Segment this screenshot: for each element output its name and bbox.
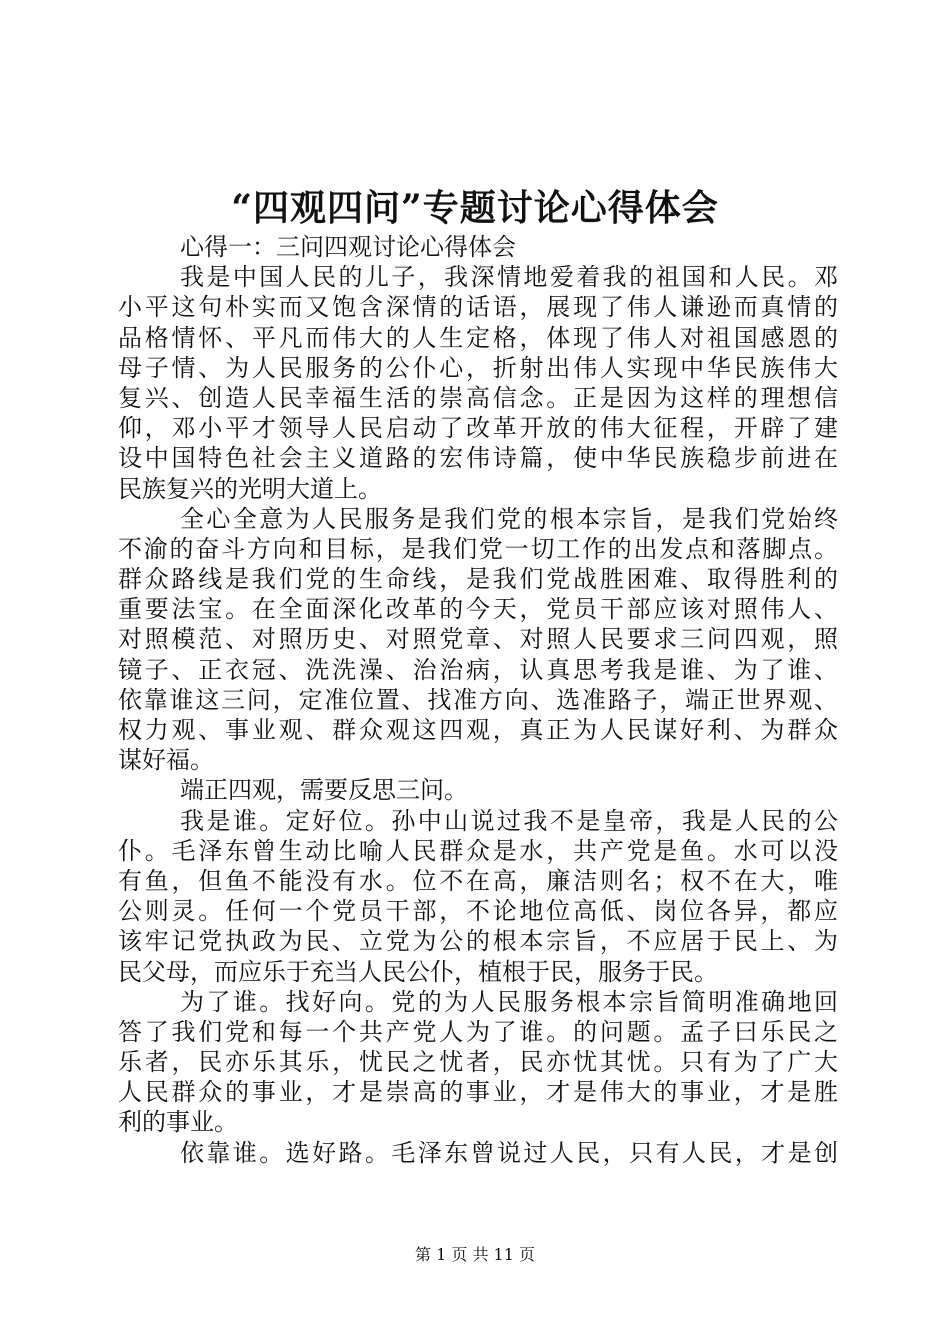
document-title: “四观四问”专题讨论心得体会 [231, 187, 719, 229]
text-line: 民父母，而应乐于充当人民公仆，植根于民，服务于民。 [118, 957, 718, 986]
text-line: 设中国特色社会主义道路的宏伟诗篇，使中华民族稳步前进在 [118, 444, 838, 473]
text-line: 为了谁。找好向。党的为人民服务根本宗旨简明准确地回 [180, 987, 838, 1016]
text-line: 民族复兴的光明大道上。 [118, 474, 382, 503]
text-line: 仆。毛泽东曾生动比喻人民群众是水，共产党是鱼。水可以没 [118, 836, 838, 865]
text-line: 母子情、为人民服务的公仆心，折射出伟人实现中华民族伟大 [118, 353, 838, 382]
text-line: 该牢记党执政为民、立党为公的根本宗旨，不应居于民上、为 [118, 927, 838, 956]
text-line: 答了我们党和每一个共产党人为了谁。的问题。孟子曰乐民之 [118, 1017, 838, 1046]
text-line: 依靠谁。选好路。毛泽东曾说过人民，只有人民，才是创 [180, 1138, 838, 1167]
text-line: 有鱼，但鱼不能没有水。位不在高，廉洁则名；权不在大，唯 [118, 866, 838, 895]
text-line: 镜子、正衣冠、洗洗澡、治治病，认真思考我是谁、为了谁、 [118, 655, 838, 684]
text-line: 品格情怀、平凡而伟大的人生定格，体现了伟人对祖国感恩的 [118, 323, 838, 352]
page-footer: 第 1 页 共 11 页 [415, 1245, 535, 1264]
text-line: 端正四观，需要反思三问。 [180, 776, 468, 805]
text-line: 重要法宝。在全面深化改革的今天，党员干部应该对照伟人、 [118, 595, 838, 624]
text-line: 心得一：三问四观讨论心得体会 [180, 233, 516, 261]
text-line: 我是谁。定好位。孙中山说过我不是皇帝，我是人民的公 [180, 806, 838, 835]
text-line: 小平这句朴实而又饱含深情的话语，展现了伟人谦逊而真情的 [118, 293, 838, 322]
text-line: 利的事业。 [118, 1108, 238, 1137]
text-line: 权力观、事业观、群众观这四观，真正为人民谋好利、为群众 [118, 716, 838, 744]
text-line: 人民群众的事业，才是崇高的事业，才是伟大的事业，才是胜 [118, 1078, 838, 1107]
document-body [118, 232, 838, 1168]
text-line: 依靠谁这三问，定准位置、找准方向、选准路子，端正世界观、 [118, 685, 838, 714]
text-line: 仰，邓小平才领导人民启动了改革开放的伟大征程，开辟了建 [118, 414, 838, 443]
text-line: 对照模范、对照历史、对照党章、对照人民要求三问四观，照 [118, 625, 838, 654]
text-line: 公则灵。任何一个党员干部，不论地位高低、岗位各异，都应 [118, 897, 838, 926]
text-line: 我是中国人民的儿子，我深情地爱着我的祖国和人民。邓 [180, 263, 838, 292]
text-line: 群众路线是我们党的生命线，是我们党战胜困难、取得胜利的 [118, 565, 838, 594]
text-line: 复兴、创造人民幸福生活的崇高信念。正是因为这样的理想信 [118, 383, 838, 412]
text-line: 不渝的奋斗方向和目标，是我们党一切工作的出发点和落脚点。 [118, 534, 838, 563]
text-line: 全心全意为人民服务是我们党的根本宗旨，是我们党始终 [180, 504, 838, 533]
text-line: 乐者，民亦乐其乐，忧民之忧者，民亦忧其忧。只有为了广大 [118, 1048, 838, 1077]
text-line: 谋好福。 [118, 746, 214, 775]
